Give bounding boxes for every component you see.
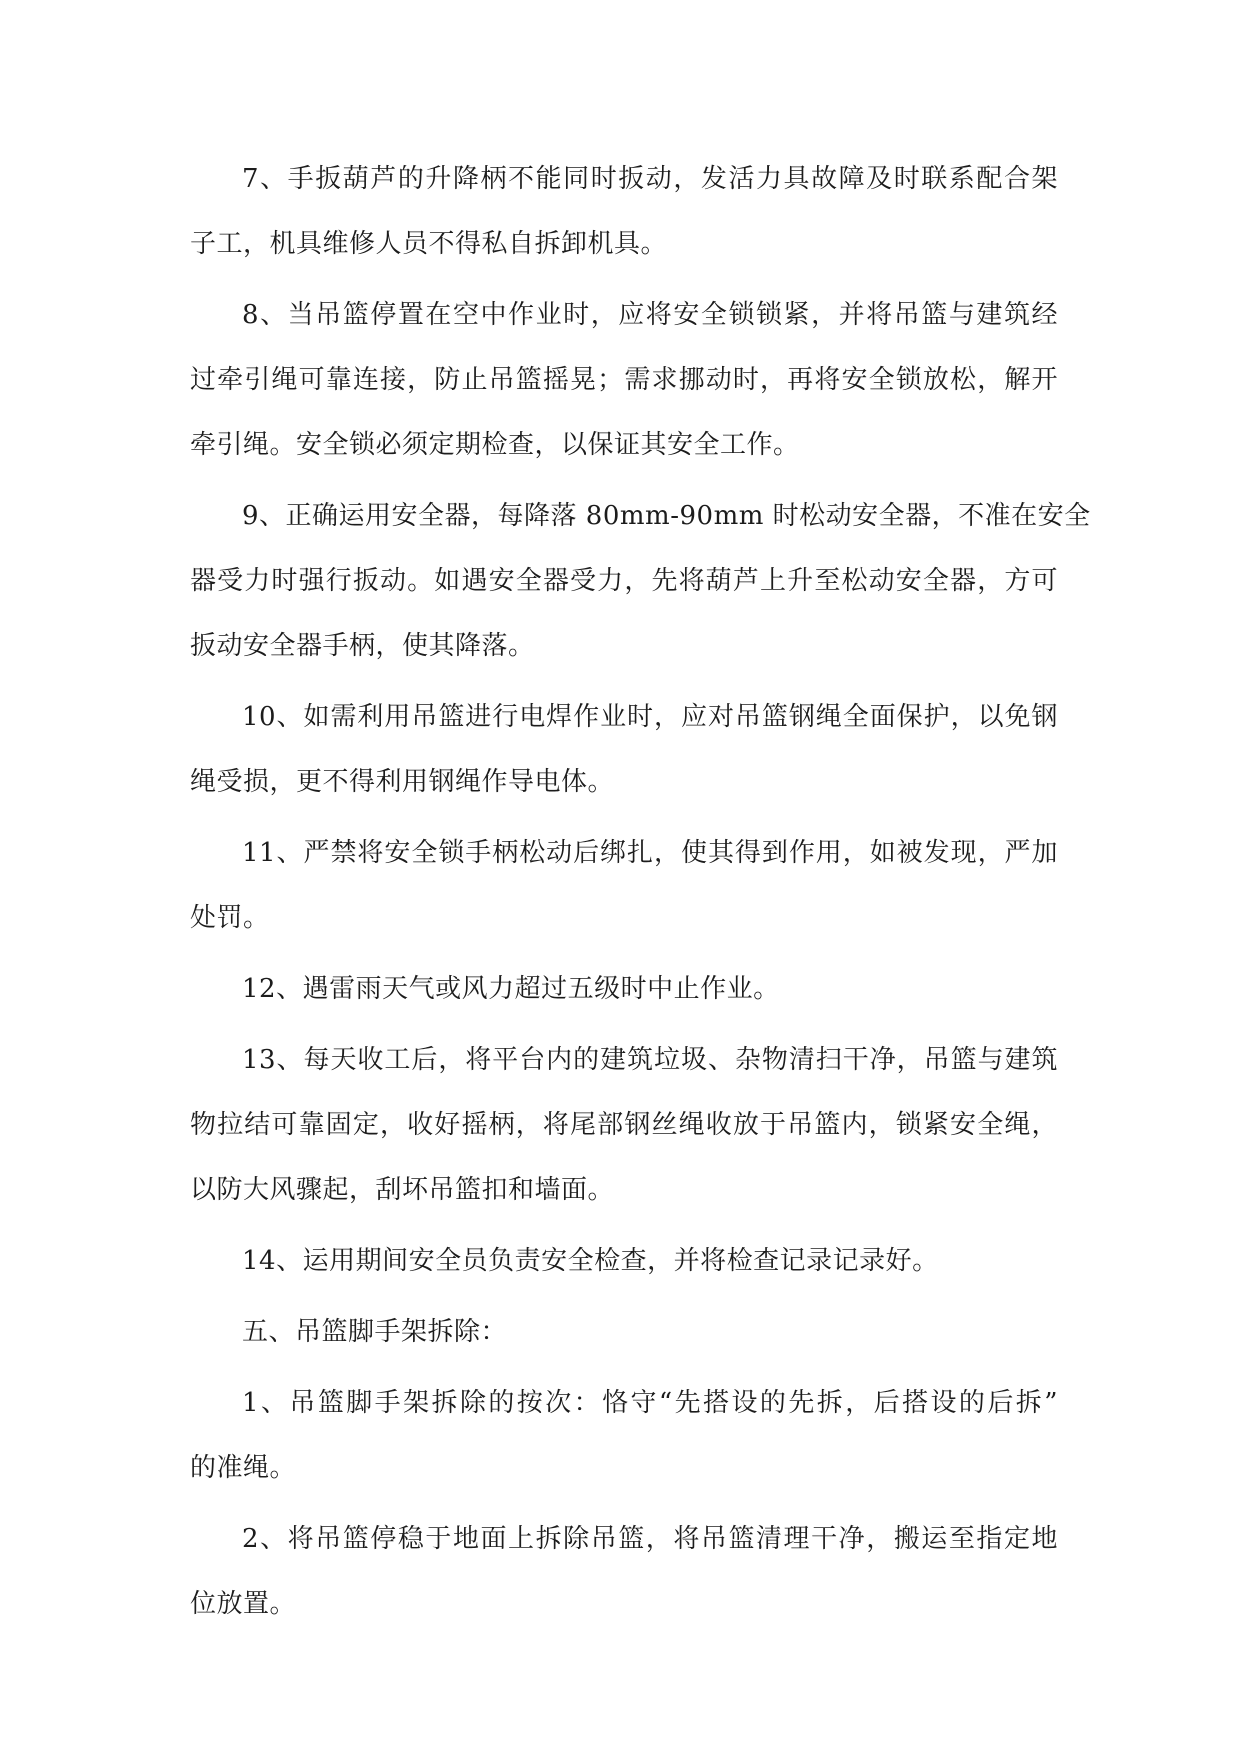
paragraph-item-13 [190, 1028, 1058, 1223]
paragraph-line: 绳受损，更不得利用钢绳作导电体。 [190, 767, 615, 797]
paragraph-line: 物拉结可靠固定，收好摇柄，将尾部钢丝绳收放于吊篮内，锁紧安全绳， [190, 1110, 1058, 1140]
paragraph-item-14 [190, 1229, 1058, 1294]
paragraph-line: 的准绳。 [190, 1453, 297, 1483]
paragraph-line: 器受力时强行扳动。如遇安全器受力，先将葫芦上升至松动安全器，方可 [190, 566, 1058, 596]
paragraph-line: 位放置。 [190, 1589, 297, 1619]
paragraph-line: 子工，机具维修人员不得私自拆卸机具。 [190, 229, 668, 259]
paragraph-line: 11、严禁将安全锁手柄松动后绑扎，使其得到作用，如被发现，严加 [242, 838, 1058, 868]
section-heading-text: 五、吊篮脚手架拆除： [242, 1317, 508, 1347]
paragraph-line: 2、将吊篮停稳于地面上拆除吊篮，将吊篮清理干净，搬运至指定地 [242, 1524, 1058, 1554]
paragraph-item-8 [190, 283, 1058, 478]
paragraph-line: 扳动安全器手柄，使其降落。 [190, 631, 535, 661]
paragraph-item-1 [190, 1371, 1058, 1501]
paragraph-item-11 [190, 821, 1058, 951]
paragraph-item-7 [190, 147, 1058, 277]
paragraph-line: 7、手扳葫芦的升降柄不能同时扳动，发活力具故障及时联系配合架 [242, 164, 1058, 194]
paragraph-line: 13、每天收工后，将平台内的建筑垃圾、杂物清扫干净，吊篮与建筑 [242, 1045, 1058, 1075]
paragraph-line: 9、正确运用安全器，每降落 80mm-90mm 时松动安全器，不准在安全 [242, 501, 1091, 531]
paragraph-line: 过牵引绳可靠连接，防止吊篮摇晃；需求挪动时，再将安全锁放松，解开 [190, 365, 1058, 395]
document-page [190, 147, 1091, 1643]
paragraph-line: 12、遇雷雨天气或风力超过五级时中止作业。 [242, 974, 780, 1004]
paragraph-line: 10、如需利用吊篮进行电焊作业时，应对吊篮钢绳全面保护，以免钢 [242, 702, 1058, 732]
paragraph-item-2 [190, 1507, 1058, 1637]
paragraph-line: 牵引绳。安全锁必须定期检查，以保证其安全工作。 [190, 430, 800, 460]
paragraph-line: 1、吊篮脚手架拆除的按次：恪守“先搭设的先拆，后搭设的后拆” [242, 1388, 1058, 1418]
paragraph-item-12 [190, 957, 1058, 1022]
paragraph-item-10 [190, 685, 1058, 815]
paragraph-line: 14、运用期间安全员负责安全检查，并将检查记录记录好。 [242, 1246, 939, 1276]
paragraph-line: 8、当吊篮停置在空中作业时，应将安全锁锁紧，并将吊篮与建筑经 [242, 300, 1058, 330]
paragraph-line: 处罚。 [190, 903, 270, 933]
paragraph-line: 以防大风骤起，刮坏吊篮扣和墙面。 [190, 1175, 615, 1205]
paragraph-item-9 [190, 484, 1091, 679]
section-heading-5 [190, 1300, 1058, 1365]
